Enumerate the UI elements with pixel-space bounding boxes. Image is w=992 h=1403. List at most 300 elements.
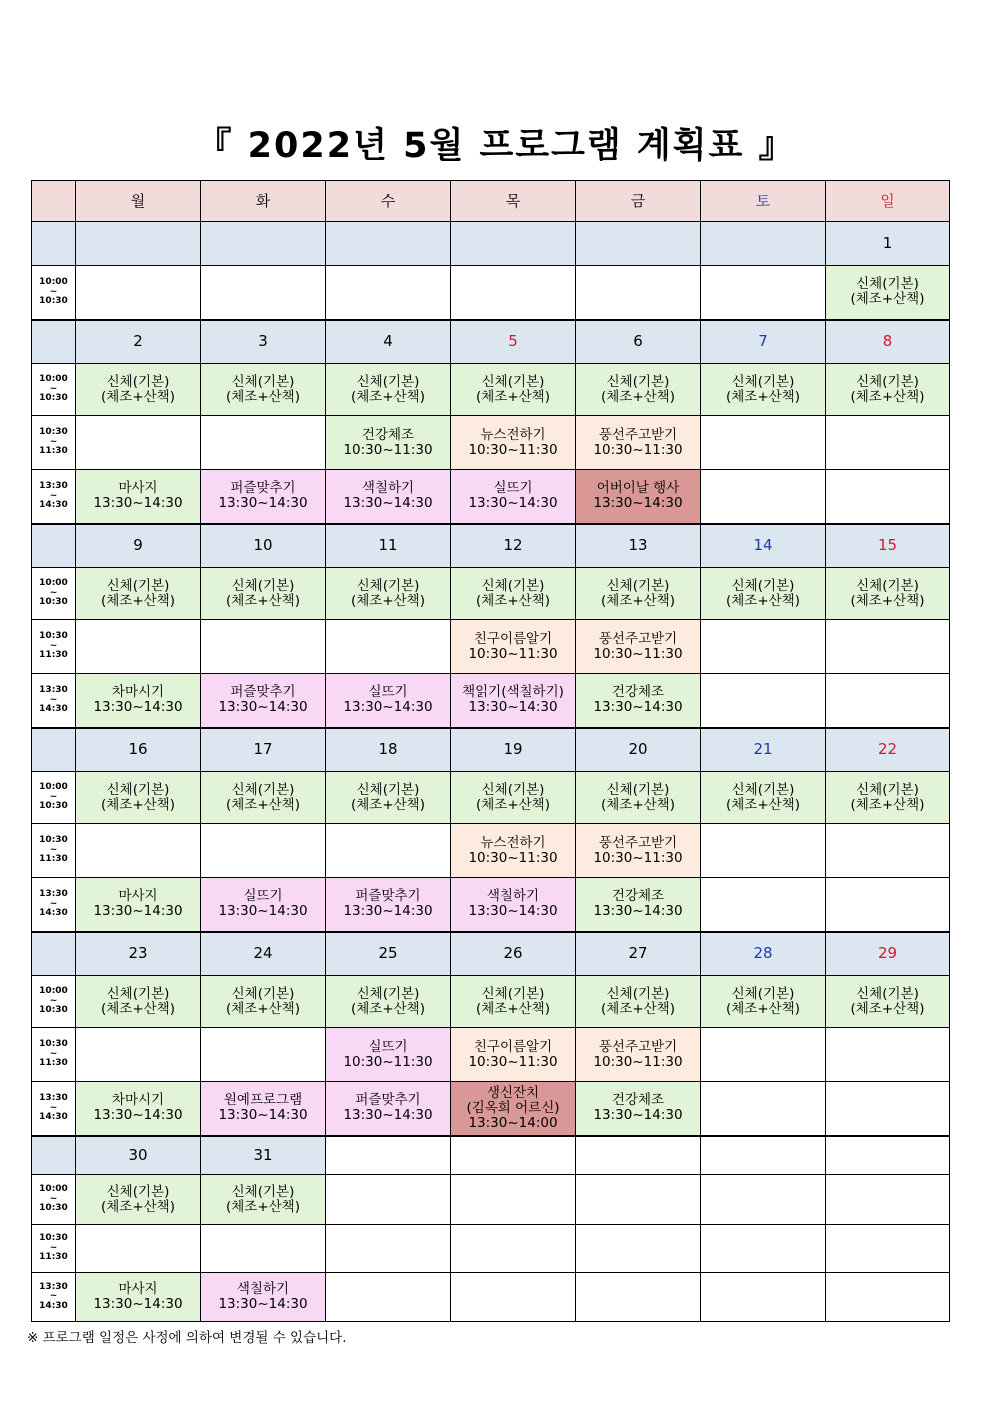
cell-text-line: 친구이름알기: [473, 630, 553, 647]
empty-cell: [701, 1028, 826, 1082]
cell-text-line: 10:00: [39, 986, 68, 997]
weekday-header: 일: [826, 181, 950, 222]
date-cell: [201, 222, 326, 266]
activity-cell: [451, 1082, 576, 1136]
activity-cell: [201, 772, 326, 824]
activity-cell: [701, 976, 826, 1028]
cell-text-line: (체조+산책): [725, 592, 800, 609]
activity-cell: [76, 674, 201, 728]
cell-text-line: (체조+산책): [850, 388, 925, 405]
activity-row-mid: [32, 824, 950, 878]
cell-text-line: 10:00: [39, 782, 68, 793]
cell-text-line: 13:30~14:30: [343, 1107, 433, 1124]
cell-text-line: 13:30~14:30: [218, 495, 308, 512]
date-cell: [76, 222, 201, 266]
cell-text-line: 10:30: [39, 1039, 68, 1050]
cell-text-line: 13:30~14:30: [593, 699, 683, 716]
cell-text-line: 13:30: [39, 889, 68, 899]
activity-cell: [326, 1082, 451, 1136]
cell-text-line: 건강체조: [611, 1092, 665, 1109]
cell-text-line: (체조+산책): [100, 592, 175, 609]
activity-cell: [76, 772, 201, 824]
date-cell: 26: [451, 932, 576, 976]
cell-text-line: ~: [49, 898, 58, 909]
cell-text-line: 마사지: [118, 1281, 158, 1297]
time-slot-label: [32, 1175, 76, 1225]
date-cell: 24: [201, 932, 326, 976]
cell-text-line: 신체(기본): [481, 985, 545, 1002]
cell-text-line: (체조+산책): [850, 592, 925, 609]
cell-text-line: 퍼즐맞추기: [355, 888, 421, 905]
empty-cell: [701, 416, 826, 470]
activity-cell: [451, 772, 576, 824]
cell-text-line: 10:30: [39, 835, 68, 846]
cell-text-line: (체조+산책): [100, 796, 175, 813]
cell-text-line: 신체(기본): [606, 373, 670, 390]
activity-cell: [201, 568, 326, 620]
empty-cell: [201, 620, 326, 674]
empty-cell: [76, 1225, 201, 1273]
cell-text-line: (체조+산책): [350, 1000, 425, 1017]
cell-text-line: (체조+산책): [600, 796, 675, 813]
empty-cell: [76, 620, 201, 674]
date-cell: 9: [76, 524, 201, 568]
cell-text-line: 퍼즐맞추기: [355, 1092, 421, 1109]
date-cell: 2: [76, 320, 201, 364]
empty-cell: [826, 1082, 950, 1136]
date-corner-cell: [32, 524, 76, 568]
activity-cell: [451, 878, 576, 932]
cell-text-line: 10:30: [39, 1005, 68, 1016]
activity-cell: [701, 568, 826, 620]
cell-text-line: (체조+산책): [600, 388, 675, 405]
cell-text-line: 책읽기(색칠하기): [462, 684, 564, 701]
cell-text-line: 신체(기본): [356, 577, 420, 594]
activity-row-mid: [32, 620, 950, 674]
week-date-row: [32, 728, 950, 772]
date-cell: [701, 1136, 826, 1175]
empty-cell: [76, 824, 201, 878]
cell-text-line: 신체(기본): [481, 781, 545, 798]
time-slot-label: [32, 1028, 76, 1082]
cell-text-line: 13:30~14:30: [468, 699, 558, 716]
cell-text-line: (체조+산책): [475, 592, 550, 609]
cell-text-line: 신체(기본): [856, 577, 919, 594]
empty-cell: [451, 1175, 576, 1225]
empty-cell: [76, 266, 201, 320]
activity-cell: [76, 1175, 201, 1225]
cell-text-line: (체조+산책): [725, 796, 800, 813]
date-cell: 17: [201, 728, 326, 772]
cell-text-line: 신체(기본): [356, 781, 420, 798]
cell-text-line: 신체(기본): [106, 1183, 170, 1200]
cell-text-line: 생신잔치: [486, 1084, 540, 1101]
cell-text-line: ~: [49, 791, 58, 802]
cell-text-line: (체조+산책): [600, 1000, 675, 1017]
cell-text-line: 13:30~14:30: [218, 699, 308, 716]
time-slot-label: [32, 568, 76, 620]
cell-text-line: 신체(기본): [856, 276, 919, 293]
cell-text-line: 어버이날 행사: [596, 480, 680, 497]
cell-text-line: 13:30~14:30: [93, 1296, 183, 1312]
cell-text-line: 10:00: [39, 374, 68, 385]
cell-text-line: 11:30: [39, 650, 68, 661]
time-slot-label: [32, 1273, 76, 1322]
activity-cell: [576, 824, 701, 878]
cell-text-line: 10:30~11:30: [468, 1053, 558, 1070]
cell-text-line: 14:30: [39, 908, 68, 918]
empty-cell: [201, 1225, 326, 1273]
cell-text-line: 14:30: [39, 1112, 68, 1122]
cell-text-line: (체조+산책): [225, 1198, 300, 1215]
cell-text-line: 퍼즐맞추기: [230, 684, 296, 701]
cell-text-line: (체조+산책): [225, 592, 300, 609]
activity-row-afternoon: [32, 470, 950, 524]
time-slot-label: [32, 772, 76, 824]
empty-cell: [826, 674, 950, 728]
empty-cell: [326, 1175, 451, 1225]
cell-text-line: ~: [49, 1291, 58, 1302]
empty-cell: [576, 1175, 701, 1225]
weekday-header: 토: [701, 181, 826, 222]
cell-text-line: ~: [49, 844, 58, 855]
cell-text-line: 13:30: [39, 1093, 68, 1103]
cell-text-line: (체조+산책): [100, 1198, 175, 1215]
date-cell: 13: [576, 524, 701, 568]
date-cell: 31: [201, 1136, 326, 1175]
cell-text-line: 신체(기본): [106, 373, 170, 390]
cell-text-line: 건강체조: [611, 684, 665, 701]
weekday-header: 수: [326, 181, 451, 222]
cell-text-line: 신체(기본): [856, 373, 919, 390]
cell-text-line: 10:30~11:30: [593, 645, 683, 662]
date-cell: 18: [326, 728, 451, 772]
time-slot-label: [32, 976, 76, 1028]
cell-text-line: 신체(기본): [106, 985, 170, 1002]
empty-cell: [826, 824, 950, 878]
date-cell: 21: [701, 728, 826, 772]
activity-cell: [76, 568, 201, 620]
activity-cell: [451, 470, 576, 524]
cell-text-line: 신체(기본): [856, 781, 919, 798]
activity-cell: [451, 620, 576, 674]
cell-text-line: 신체(기본): [231, 577, 295, 594]
empty-cell: [76, 416, 201, 470]
cell-text-line: 신체(기본): [106, 781, 170, 798]
cell-text-line: ~: [49, 587, 58, 598]
activity-cell: [326, 568, 451, 620]
empty-cell: [826, 416, 950, 470]
empty-cell: [576, 266, 701, 320]
time-slot-label: [32, 1082, 76, 1136]
activity-cell: [76, 364, 201, 416]
empty-cell: [201, 824, 326, 878]
date-cell: 22: [826, 728, 950, 772]
cell-text-line: (체조+산책): [350, 592, 425, 609]
cell-text-line: 신체(기본): [606, 577, 670, 594]
cell-text-line: 13:30~14:30: [593, 1107, 683, 1124]
activity-cell: [201, 976, 326, 1028]
cell-text-line: ~: [49, 1193, 58, 1204]
activity-cell: [701, 364, 826, 416]
time-slot-label: [32, 1225, 76, 1273]
date-cell: 28: [701, 932, 826, 976]
activity-cell: [326, 772, 451, 824]
date-cell: 16: [76, 728, 201, 772]
activity-cell: [76, 878, 201, 932]
activity-cell: [576, 568, 701, 620]
date-cell: 8: [826, 320, 950, 364]
corner-cell: [32, 181, 76, 222]
date-cell: 3: [201, 320, 326, 364]
activity-row-morning: [32, 364, 950, 416]
empty-cell: [826, 1273, 950, 1322]
activity-cell: [826, 772, 950, 824]
cell-text-line: ~: [49, 1102, 58, 1113]
empty-cell: [826, 1175, 950, 1225]
empty-cell: [576, 1225, 701, 1273]
weekday-header-row: [32, 181, 950, 222]
date-corner-cell: [32, 222, 76, 266]
cell-text-line: 10:30: [39, 393, 68, 404]
cell-text-line: 11:30: [39, 446, 68, 457]
date-cell: 5: [451, 320, 576, 364]
cell-text-line: 차마시기: [111, 1092, 165, 1109]
cell-text-line: 10:30~11:30: [343, 1053, 433, 1070]
cell-text-line: 풍선주고받기: [598, 1038, 678, 1055]
cell-text-line: 10:30: [39, 427, 68, 438]
cell-text-line: 색칠하기: [486, 888, 540, 905]
date-cell: 15: [826, 524, 950, 568]
cell-text-line: 13:30~14:30: [93, 495, 183, 512]
activity-row-afternoon: [32, 1273, 950, 1322]
empty-cell: [701, 824, 826, 878]
activity-cell: [76, 1082, 201, 1136]
empty-cell: [701, 470, 826, 524]
activity-cell: [201, 470, 326, 524]
cell-text-line: (체조+산책): [225, 796, 300, 813]
cell-text-line: 10:30: [39, 597, 68, 608]
cell-text-line: (체조+산책): [225, 1000, 300, 1017]
activity-cell: [451, 976, 576, 1028]
activity-cell: [201, 1273, 326, 1322]
date-cell: 4: [326, 320, 451, 364]
page-title: 『 2022년 5월 프로그램 계획표 』: [196, 126, 796, 166]
cell-text-line: ~: [49, 640, 58, 651]
cell-text-line: 신체(기본): [856, 985, 919, 1002]
cell-text-line: 풍선주고받기: [598, 426, 678, 443]
activity-cell: [826, 364, 950, 416]
time-slot-label: [32, 266, 76, 320]
date-corner-cell: [32, 320, 76, 364]
activity-cell: [576, 416, 701, 470]
cell-text-line: 13:30~14:30: [593, 495, 683, 512]
cell-text-line: 10:30~11:30: [593, 849, 683, 866]
cell-text-line: 13:30~14:30: [343, 903, 433, 920]
cell-text-line: (김옥희 어르신): [466, 1099, 560, 1116]
cell-text-line: (체조+산책): [850, 1000, 925, 1017]
schedule-table: [31, 180, 950, 1322]
activity-cell: [326, 976, 451, 1028]
date-cell: [701, 222, 826, 266]
empty-cell: [451, 1273, 576, 1322]
activity-row-morning: [32, 772, 950, 824]
cell-text-line: 10:00: [39, 1184, 68, 1195]
cell-text-line: 10:30~11:30: [468, 849, 558, 866]
activity-cell: [326, 416, 451, 470]
empty-cell: [326, 1273, 451, 1322]
cell-text-line: 10:00: [39, 578, 68, 589]
empty-cell: [826, 878, 950, 932]
activity-row-mid: [32, 1225, 950, 1273]
date-cell: 19: [451, 728, 576, 772]
activity-cell: [201, 1175, 326, 1225]
activity-cell: [451, 364, 576, 416]
cell-text-line: 실뜨기: [243, 888, 283, 905]
activity-cell: [451, 824, 576, 878]
date-cell: [451, 1136, 576, 1175]
cell-text-line: 친구이름알기: [473, 1038, 553, 1055]
cell-text-line: 10:30~11:30: [593, 1053, 683, 1070]
cell-text-line: 신체(기본): [731, 577, 795, 594]
cell-text-line: 신체(기본): [731, 781, 795, 798]
cell-text-line: (체조+산책): [100, 1000, 175, 1017]
empty-cell: [76, 1028, 201, 1082]
empty-cell: [701, 620, 826, 674]
cell-text-line: (체조+산책): [350, 796, 425, 813]
cell-text-line: 신체(기본): [356, 985, 420, 1002]
empty-cell: [326, 1225, 451, 1273]
empty-cell: [326, 824, 451, 878]
cell-text-line: 뉴스전하기: [480, 834, 546, 851]
date-cell: 20: [576, 728, 701, 772]
empty-cell: [826, 620, 950, 674]
cell-text-line: 14:30: [39, 500, 68, 510]
empty-cell: [451, 1225, 576, 1273]
date-corner-cell: [32, 1136, 76, 1175]
activity-row-afternoon: [32, 1082, 950, 1136]
empty-cell: [451, 266, 576, 320]
weekday-header: 금: [576, 181, 701, 222]
cell-text-line: 실뜨기: [368, 684, 408, 701]
empty-cell: [701, 1225, 826, 1273]
cell-text-line: 색칠하기: [361, 480, 415, 497]
empty-cell: [826, 1225, 950, 1273]
cell-text-line: 14:30: [39, 704, 68, 714]
cell-text-line: 13:30~14:30: [93, 903, 183, 920]
cell-text-line: (체조+산책): [350, 388, 425, 405]
activity-cell: [576, 772, 701, 824]
cell-text-line: 마사지: [118, 480, 158, 497]
cell-text-line: (체조+산책): [475, 388, 550, 405]
date-cell: [326, 1136, 451, 1175]
empty-cell: [326, 266, 451, 320]
week-date-row: [32, 524, 950, 568]
cell-text-line: 10:30~11:30: [468, 441, 558, 458]
activity-row-morning: [32, 1175, 950, 1225]
cell-text-line: 13:30~14:30: [468, 903, 558, 920]
weekday-header: 월: [76, 181, 201, 222]
time-slot-label: [32, 878, 76, 932]
date-cell: 7: [701, 320, 826, 364]
weekday-header: 화: [201, 181, 326, 222]
cell-text-line: ~: [49, 436, 58, 447]
date-cell: 1: [826, 222, 950, 266]
cell-text-line: 풍선주고받기: [598, 834, 678, 851]
date-cell: 12: [451, 524, 576, 568]
cell-text-line: 10:30: [39, 296, 68, 306]
cell-text-line: 10:30: [39, 631, 68, 642]
cell-text-line: 건강체조: [361, 426, 415, 443]
activity-cell: [326, 674, 451, 728]
activity-cell: [701, 772, 826, 824]
cell-text-line: 실뜨기: [368, 1038, 408, 1055]
date-cell: 14: [701, 524, 826, 568]
activity-cell: [201, 674, 326, 728]
cell-text-line: 13:30~14:30: [218, 1107, 308, 1124]
cell-text-line: 10:30~11:30: [468, 645, 558, 662]
empty-cell: [826, 1028, 950, 1082]
cell-text-line: 13:30~14:30: [93, 699, 183, 716]
date-cell: [576, 1136, 701, 1175]
empty-cell: [701, 674, 826, 728]
cell-text-line: 색칠하기: [236, 1281, 290, 1297]
cell-text-line: 13:30~14:30: [343, 495, 433, 512]
week-date-row: [32, 1136, 950, 1175]
cell-text-line: (체조+산책): [600, 592, 675, 609]
cell-text-line: 10:30~11:30: [343, 441, 433, 458]
activity-cell: [576, 976, 701, 1028]
cell-text-line: 신체(기본): [231, 373, 295, 390]
cell-text-line: 원예프로그램: [223, 1092, 303, 1109]
cell-text-line: 13:30~14:00: [468, 1114, 558, 1131]
activity-row-morning: [32, 266, 950, 320]
cell-text-line: (체조+산책): [725, 388, 800, 405]
date-cell: 29: [826, 932, 950, 976]
cell-text-line: (체조+산책): [225, 388, 300, 405]
empty-cell: [201, 1028, 326, 1082]
cell-text-line: 풍선주고받기: [598, 630, 678, 647]
cell-text-line: 퍼즐맞추기: [230, 480, 296, 497]
activity-cell: [201, 364, 326, 416]
date-corner-cell: [32, 932, 76, 976]
cell-text-line: 13:30~14:30: [593, 903, 683, 920]
cell-text-line: 13:30~14:30: [218, 1296, 308, 1312]
activity-cell: [326, 1028, 451, 1082]
cell-text-line: 11:30: [39, 1252, 68, 1263]
empty-cell: [576, 1273, 701, 1322]
activity-cell: [326, 878, 451, 932]
activity-cell: [451, 1028, 576, 1082]
cell-text-line: 신체(기본): [731, 985, 795, 1002]
cell-text-line: ~: [49, 490, 58, 501]
week-date-row: [32, 320, 950, 364]
cell-text-line: 신체(기본): [356, 373, 420, 390]
cell-text-line: (체조+산책): [725, 1000, 800, 1017]
cell-text-line: 신체(기본): [106, 577, 170, 594]
cell-text-line: 신체(기본): [481, 577, 545, 594]
weekday-header: 목: [451, 181, 576, 222]
activity-row-morning: [32, 976, 950, 1028]
cell-text-line: 14:30: [39, 1300, 68, 1311]
cell-text-line: ~: [49, 1242, 58, 1253]
date-cell: 11: [326, 524, 451, 568]
cell-text-line: 13:30~14:30: [468, 495, 558, 512]
activity-row-afternoon: [32, 674, 950, 728]
cell-text-line: 10:30~11:30: [593, 441, 683, 458]
cell-text-line: 10:30: [39, 1203, 68, 1214]
date-cell: 6: [576, 320, 701, 364]
